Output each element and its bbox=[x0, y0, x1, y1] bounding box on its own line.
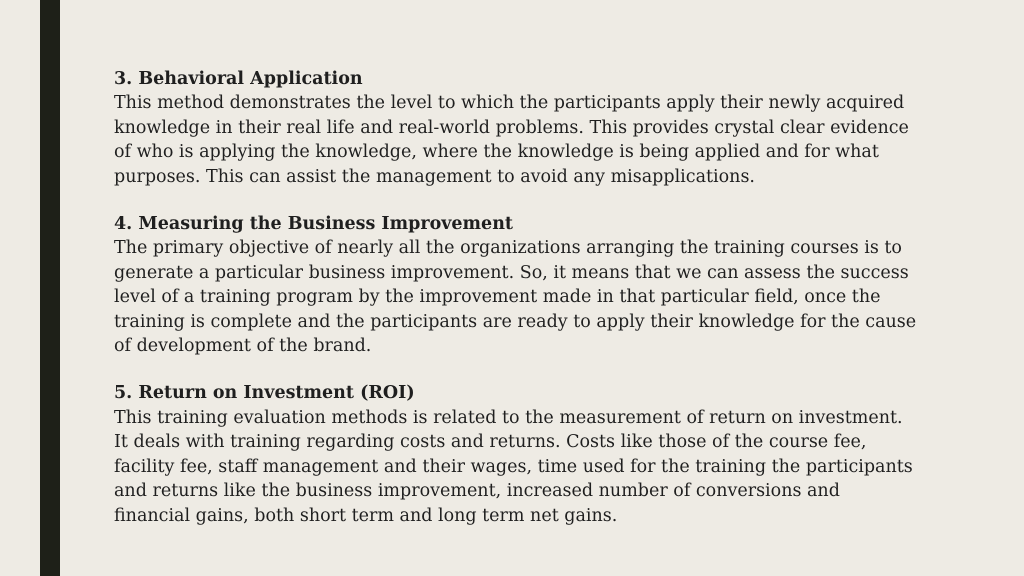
section-text-line: facility fee, staff management and their wages, time used for the training the participants bbox=[114, 456, 913, 477]
section-text-line: training is complete and the participants are ready to apply their knowledge for the cause bbox=[114, 311, 917, 332]
section-text-line: The primary objective of nearly all the organizations arranging the training courses is to bbox=[114, 238, 902, 259]
left-accent-bar bbox=[40, 0, 60, 576]
slide-content bbox=[114, 67, 974, 551]
section-business-improvement bbox=[114, 212, 974, 358]
section-text-line: knowledge in their real life and real-world problems. This provides crystal clear evidence bbox=[114, 117, 909, 138]
section-text-line: purposes. This can assist the management to avoid any misapplications. bbox=[114, 166, 755, 187]
section-text-line: generate a particular business improvement. So, it means that we can assess the success bbox=[114, 262, 909, 283]
section-title: 3. Behavioral Application bbox=[114, 69, 363, 89]
section-roi bbox=[114, 381, 974, 527]
section-text-line: financial gains, both short term and long term net gains. bbox=[114, 505, 618, 526]
section-text-line: This training evaluation methods is related to the measurement of return on investment. bbox=[114, 407, 903, 428]
section-behavioral-application bbox=[114, 67, 974, 189]
section-text-line: and returns like the business improvement, increased number of conversions and bbox=[114, 481, 840, 502]
section-text-line: of development of the brand. bbox=[114, 336, 372, 357]
section-title: 5. Return on Investment (ROI) bbox=[114, 383, 415, 404]
section-text-line: This method demonstrates the level to which the participants apply their newly acquired bbox=[114, 93, 905, 114]
section-title: 4. Measuring the Business Improvement bbox=[114, 214, 513, 235]
section-text-line: level of a training program by the improvement made in that particular field, once the bbox=[114, 287, 881, 308]
section-text-line: of who is applying the knowledge, where the knowledge is being applied and for what bbox=[114, 142, 879, 163]
section-text-line: It deals with training regarding costs and returns. Costs like those of the course fee, bbox=[114, 432, 867, 453]
